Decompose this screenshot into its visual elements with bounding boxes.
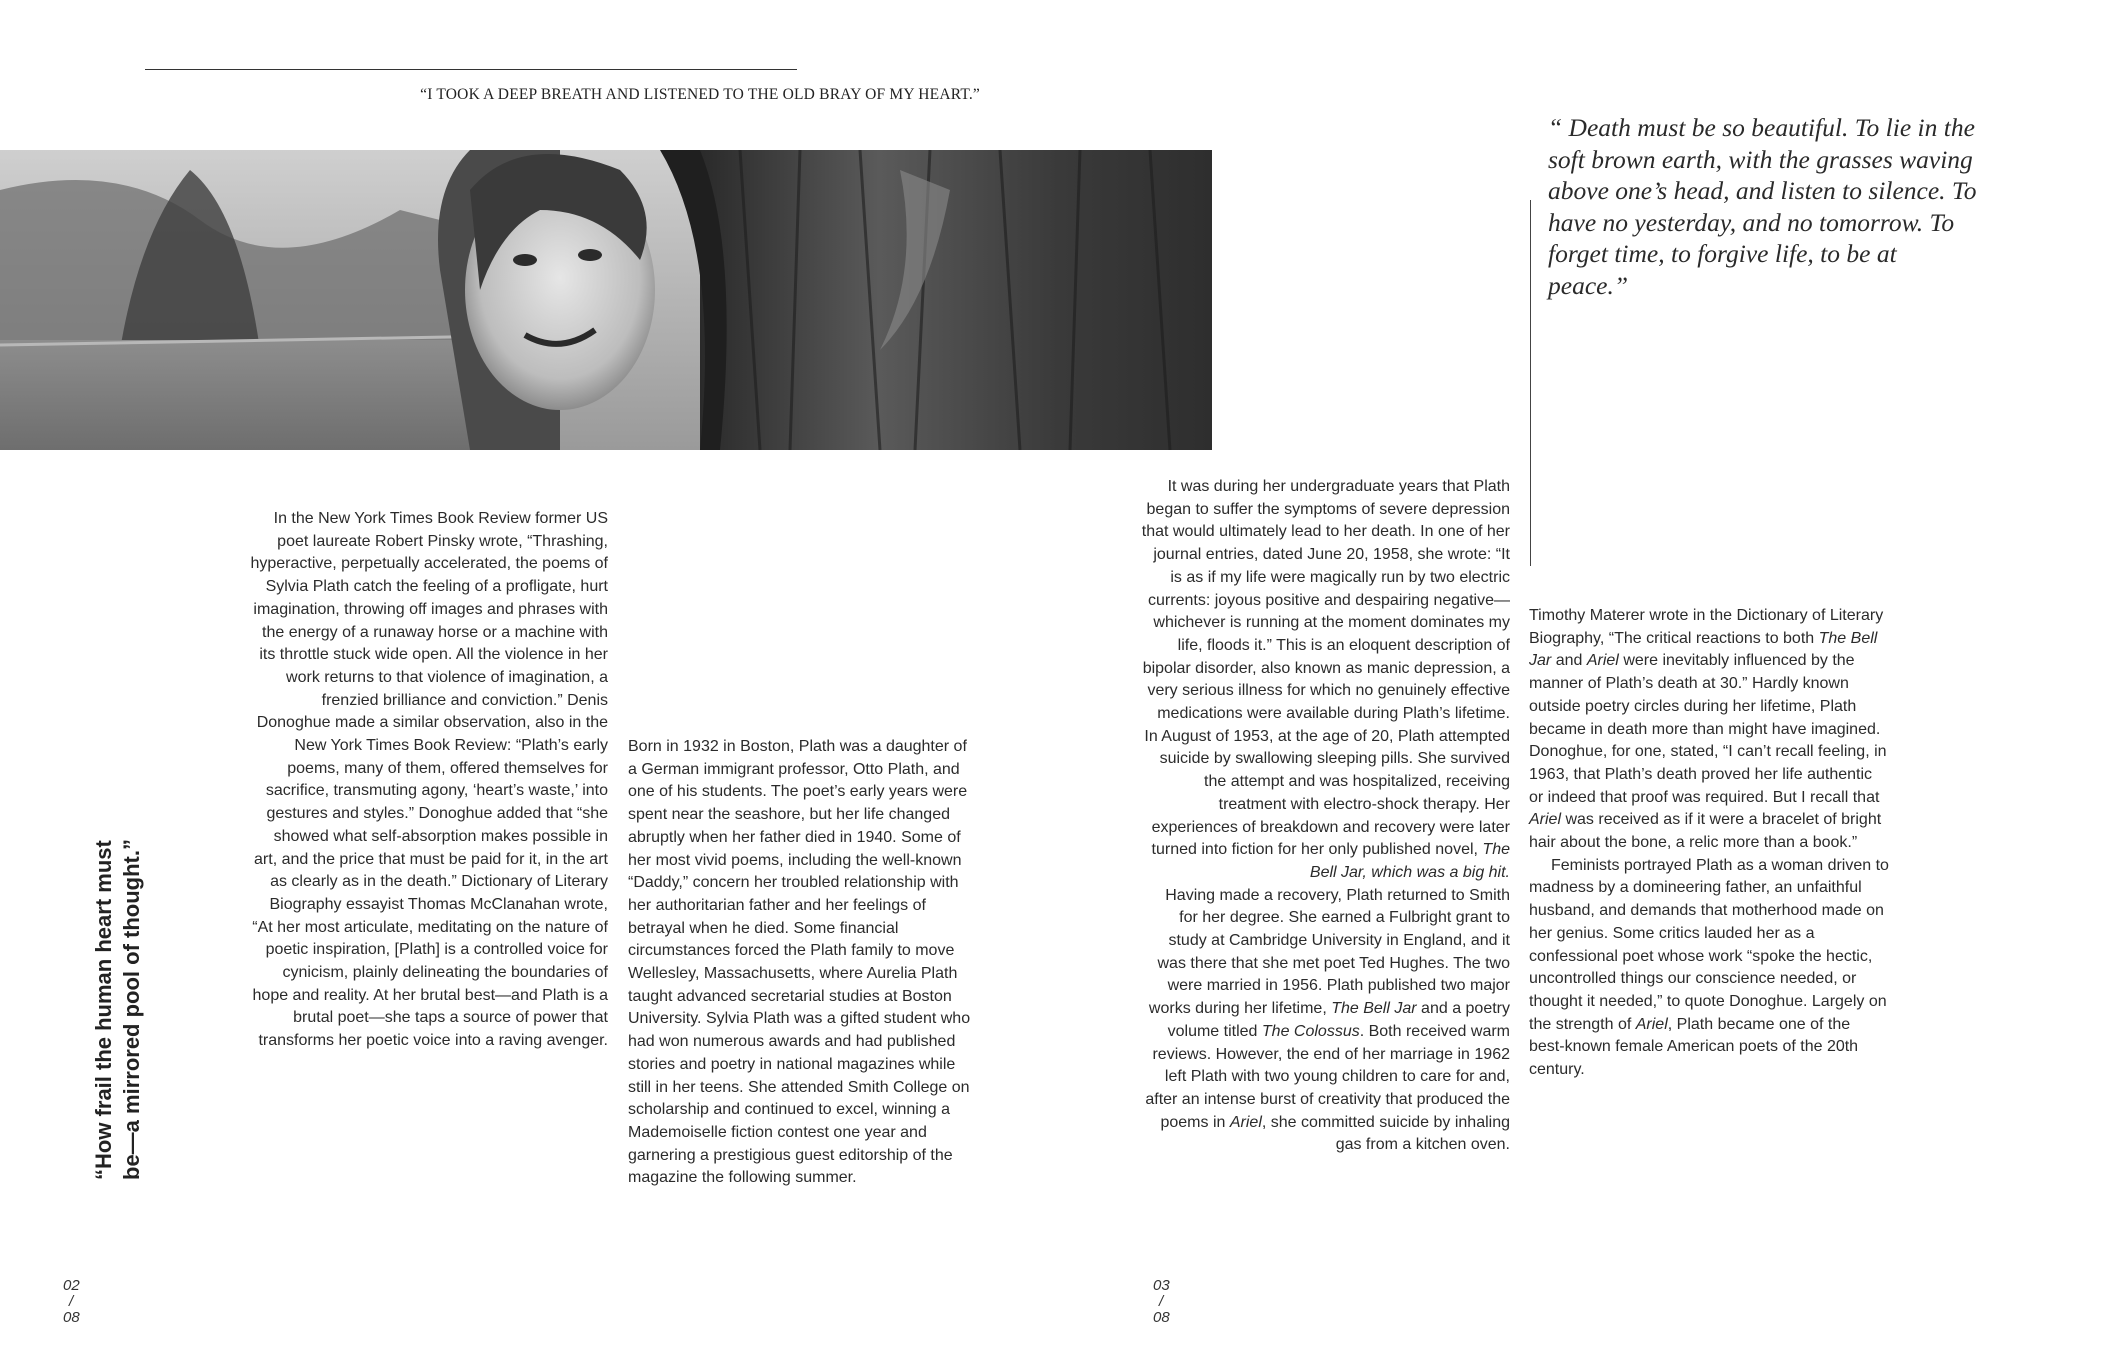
column4-paragraph-2: Feminists portrayed Plath as a woman driven to madness by a domineering father, an unfaithful husband, and demands that motherhood made on her genius. Some critics lauded her as a confessional poet whose work “spoke the hectic, uncontrolled things our conscience needed, or thought it needed,” to quote Donoghue. Largely on the strength of Ariel, Plath became one of the best-known female American poets of the 20th century.: [1529, 856, 1889, 1079]
photo-image: [0, 150, 1212, 450]
page-number-right: 03 / 08: [1153, 1277, 1170, 1326]
pull-quote-vertical: “How frail the human heart must be—a mirrored pool of thought.”: [91, 839, 144, 1180]
page-number-left: 02 / 08: [63, 1277, 80, 1326]
quote-rule: [1530, 200, 1531, 566]
article-column-3: [1140, 476, 1510, 1157]
top-rule: [145, 69, 797, 70]
header-quote: “I TOOK A DEEP BREATH AND LISTENED TO THE OLD BRAY OF MY HEART.”: [420, 86, 980, 103]
big-quote: “ Death must be so beautiful. To lie in the soft brown earth, with the grasses waving above one’s head, and listen to silence. To have no yesterday, and no tomorrow. To forget time, to forgive life, to be at peace.”: [1548, 113, 1977, 300]
column1-paragraph: In the New York Times Book Review former US poet laureate Robert Pinsky wrote, “Thrashing, hyperactive, perpetually accelerated, the poems of Sylvia Plath catch the feeling of a profligate, hurt imagination, throwing off images and phrases with the energy of a runaway horse or a machine with its throttle stuck wide open. All the violence in her work returns to that violence of imagination, a frenzied brilliance and conviction.” Denis Donoghue made a similar observation, also in the New York Times Book Review: “Plath’s early poems, many of them, offered themselves for sacrifice, transmuting agony, ‘heart’s waste,’ into gestures and styles.” Donoghue added that “she showed what self-absorption makes possible in art, and the price that must be paid for it, in the art as clearly as in the death.” Dictionary of Literary Biography essayist Thomas McClanahan wrote, “At her most articulate, meditating on the nature of poetic inspiration, [Plath] is a controlled voice for cynicism, plainly delineating the boundaries of hope and reality. At her brutal best—and Plath is a brutal poet—she taps a source of power that transforms her poetic voice into a raving avenger.: [250, 510, 608, 1050]
article-column-1: [248, 508, 608, 1053]
article-column-4: [1529, 605, 1889, 1082]
column4-paragraph-1: Timothy Materer wrote in the Dictionary of Literary Biography, “The critical reactions to both The Bell Jar and Ariel were inevitably influenced by the manner of Plath’s death at 30.” Hardly known outside poetry circles during her lifetime, Plath became in death more than might have imagined. Donoghue, for one, stated, “I can’t recall feeling, in 1963, that Plath’s death proved her life authentic or indeed that proof was required. But I recall that Ariel was received as if it were a bracelet of bright hair about the bone, a relic more than a book.”: [1529, 607, 1887, 852]
article-column-2: [628, 736, 973, 1190]
photo-girl-by-tree: [0, 150, 1212, 450]
column2-paragraph: Born in 1932 in Boston, Plath was a daughter of a German immigrant professor, Otto Plath, and one of his students. The poet’s early years were spent near the seashore, but her life changed abruptly when her father died in 1940. Some of her most vivid poems, including the well-known “Daddy,” concern her troubled relationship with her authoritarian father and her feelings of betrayal when he died. Some financial circumstances forced the Plath family to move Wellesley, Massachusetts, where Aurelia Plath taught advanced secretarial studies at Boston University. Sylvia Plath was a gifted student who had won numerous awards and had published stories and poetry in national magazines while still in her teens. She attended Smith College on scholarship and continued to excel, winning a Mademoiselle fiction contest one year and garnering a prestigious guest editorship of the magazine the following summer.: [628, 738, 971, 1187]
column3-paragraph-1: It was during her undergraduate years that Plath began to suffer the symptoms of severe depression that would ultimately lead to her death. In one of her journal entries, dated June 20, 1958, she wrote: “It is as if my life were magically run by two electric currents: joyous positive and despairing negative—whichever is running at the moment dominates my life, floods it.” This is an eloquent description of bipolar disorder, also known as manic depression, a very serious illness for which no genuinely effective medications were available during Plath’s lifetime. In August of 1953, at the age of 20, Plath attempted suicide by swallowing sleeping pills. She survived the attempt and was hospitalized, receiving treatment with electro-shock therapy. Her experiences of breakdown and recovery were later turned into fiction for her only published novel, The Bell Jar, which was a big hit.: [1141, 478, 1510, 881]
column3-paragraph-2: Having made a recovery, Plath returned to Smith for her degree. She earned a Fulbright grant to study at Cambridge University in England, and it was there that she met poet Ted Hughes. The two were married in 1956. Plath published two major works during her lifetime, The Bell Jar and a poetry volume titled The Colossus. Both received warm reviews. However, the end of her marriage in 1962 left Plath with two young children to care for and, after an intense burst of creativity that produced the poems in Ariel, she committed suicide by inhaling gas from a kitchen oven.: [1145, 886, 1510, 1154]
